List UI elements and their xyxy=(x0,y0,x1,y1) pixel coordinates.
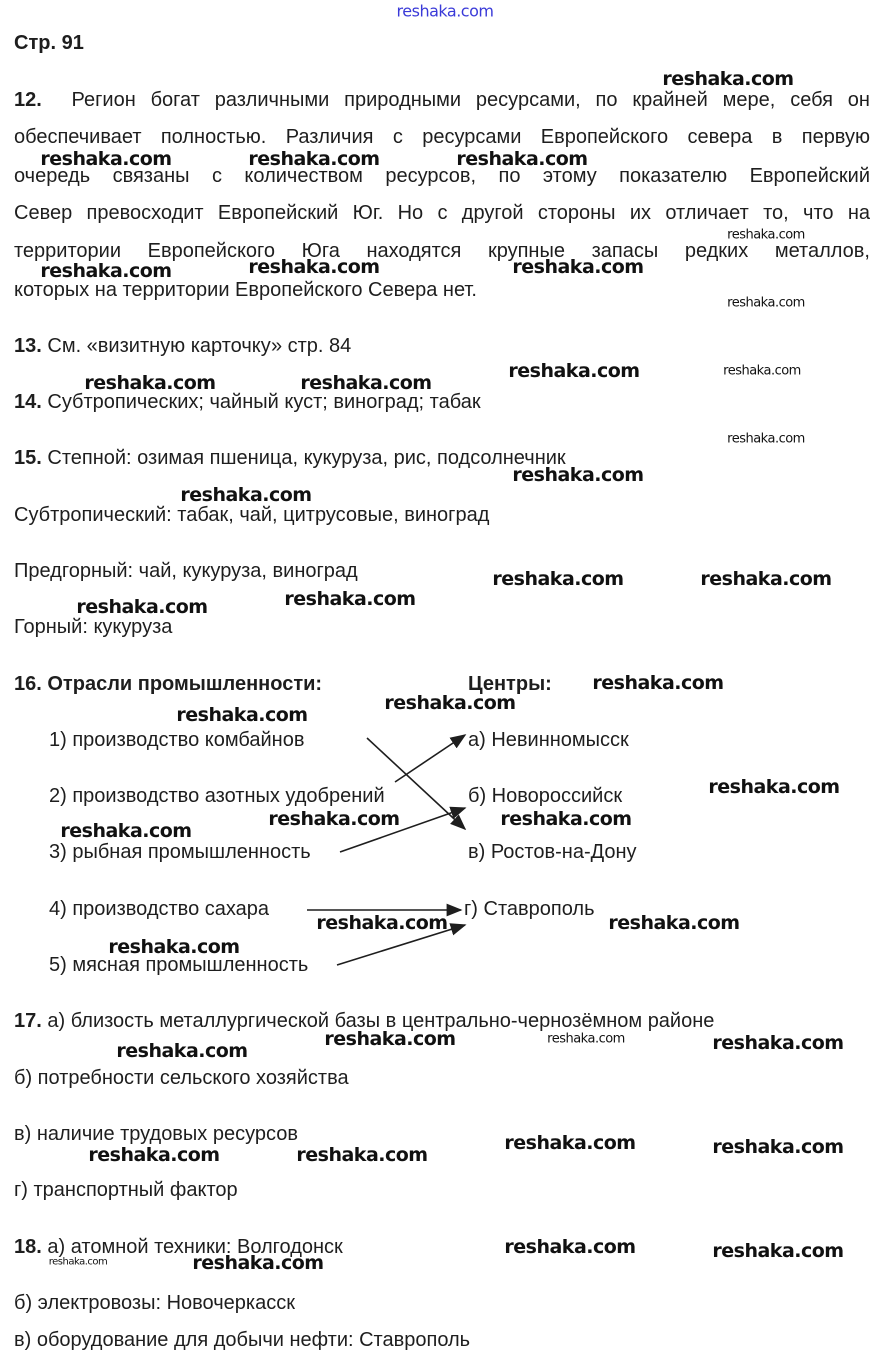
watermark: reshaka.com xyxy=(48,1256,108,1268)
watermark: reshaka.com xyxy=(512,256,644,278)
q16-number: 16. xyxy=(14,673,42,695)
q15-line: Горный: кукуруза xyxy=(14,616,173,638)
watermark: reshaka.com xyxy=(723,363,801,379)
q18-number: 18. xyxy=(14,1236,42,1258)
q18-line: б) электровозы: Новочеркасск xyxy=(14,1292,295,1314)
q12-line: которых на территории Европейского Севера нет. xyxy=(14,279,477,301)
watermark: reshaka.com xyxy=(592,672,724,694)
q12-line: территории Европейского Юга находятся крупные запасы редких металлов, xyxy=(14,240,870,262)
q12-line: очередь связаны с количеством ресурсов, по этому показателю Европейский xyxy=(14,165,870,187)
watermark: reshaka.com xyxy=(180,484,312,506)
watermark: reshaka.com xyxy=(60,820,192,842)
watermark: reshaka.com xyxy=(300,372,432,394)
q12-line: Север превосходит Европейский Юг. Но с другой стороны их отличает то, что на xyxy=(14,202,870,224)
watermark: reshaka.com xyxy=(248,256,380,278)
watermark: reshaka.com xyxy=(608,912,740,934)
q17-line: г) транспортный фактор xyxy=(14,1179,238,1201)
watermark: reshaka.com xyxy=(492,568,624,590)
q12-text: Регион богат различными природными ресурсами, по крайней мере, себя он xyxy=(71,89,870,111)
q15-line: Предгорный: чай, кукуруза, виноград xyxy=(14,560,358,582)
watermark: reshaka.com xyxy=(108,936,240,958)
q12-number: 12. xyxy=(14,89,42,111)
center-item: б) Новороссийск xyxy=(468,785,623,807)
watermark: reshaka.com xyxy=(248,148,380,170)
q14-number: 14. xyxy=(14,391,42,413)
q15-line: Субтропический: табак, чай, цитрусовые, виноград xyxy=(14,504,490,526)
watermark: reshaka.com xyxy=(508,360,640,382)
q15-number: 15. xyxy=(14,447,42,469)
watermark: reshaka.com xyxy=(324,1028,456,1050)
watermark: reshaka.com xyxy=(316,912,448,934)
watermark: reshaka.com xyxy=(504,1236,636,1258)
watermark: reshaka.com xyxy=(192,1252,324,1274)
q13-number: 13. xyxy=(14,335,42,357)
watermark: reshaka.com xyxy=(296,1144,428,1166)
watermark: reshaka.com xyxy=(384,692,516,714)
watermark: reshaka.com xyxy=(712,1136,844,1158)
industry-item: 3) рыбная промышленность xyxy=(49,841,311,863)
watermark: reshaka.com xyxy=(504,1132,636,1154)
watermark: reshaka.com xyxy=(84,372,216,394)
watermark: reshaka.com xyxy=(547,1031,625,1047)
watermark: reshaka.com xyxy=(712,1240,844,1262)
watermark: reshaka.com xyxy=(88,1144,220,1166)
watermark: reshaka.com xyxy=(396,1,494,21)
watermark: reshaka.com xyxy=(40,148,172,170)
q17-number: 17. xyxy=(14,1010,42,1032)
watermark: reshaka.com xyxy=(712,1032,844,1054)
industry-item: 4) производство сахара xyxy=(49,898,270,920)
q17-line: в) наличие трудовых ресурсов xyxy=(14,1123,298,1145)
center-item: г) Ставрополь xyxy=(464,898,595,920)
q17-text: а) близость металлургической базы в центрально-чернозёмном районе xyxy=(47,1010,715,1032)
watermark: reshaka.com xyxy=(662,68,794,90)
industry-item: 5) мясная промышленность xyxy=(49,954,309,976)
q15-text: Степной: озимая пшеница, кукуруза, рис, подсолнечник xyxy=(47,447,566,469)
arrow-2-to-a xyxy=(395,735,465,782)
q13-text: См. «визитную карточку» стр. 84 xyxy=(47,335,352,357)
watermark: reshaka.com xyxy=(116,1040,248,1062)
watermark: reshaka.com xyxy=(176,704,308,726)
q18-text: а) атомной техники: Волгодонск xyxy=(47,1236,343,1258)
watermark: reshaka.com xyxy=(268,808,400,830)
watermark: reshaka.com xyxy=(512,464,644,486)
watermark: reshaka.com xyxy=(700,568,832,590)
q16-right-header: Центры: xyxy=(468,673,552,695)
watermark: reshaka.com xyxy=(500,808,632,830)
page-label: Стр. 91 xyxy=(14,32,84,54)
watermark: reshaka.com xyxy=(727,295,805,311)
q17-line: б) потребности сельского хозяйства xyxy=(14,1067,349,1089)
q12-line: обеспечивает полностью. Различия с ресурсами Европейского севера в первую xyxy=(14,126,870,148)
watermark: reshaka.com xyxy=(708,776,840,798)
q16-left-header: Отрасли промышленности: xyxy=(47,673,323,695)
watermark: reshaka.com xyxy=(76,596,208,618)
industry-item: 1) производство комбайнов xyxy=(49,729,305,751)
center-item: а) Невинномысск xyxy=(468,729,629,751)
watermark: reshaka.com xyxy=(727,227,805,243)
watermark: reshaka.com xyxy=(727,431,805,447)
industry-item: 2) производство азотных удобрений xyxy=(49,785,385,807)
q18-line: в) оборудование для добычи нефти: Ставрополь xyxy=(14,1329,471,1351)
center-item: в) Ростов-на-Дону xyxy=(468,841,637,863)
watermark: reshaka.com xyxy=(40,260,172,282)
q14-text: Субтропических; чайный куст; виноград; табак xyxy=(47,391,481,413)
watermark: reshaka.com xyxy=(456,148,588,170)
watermark: reshaka.com xyxy=(284,588,416,610)
